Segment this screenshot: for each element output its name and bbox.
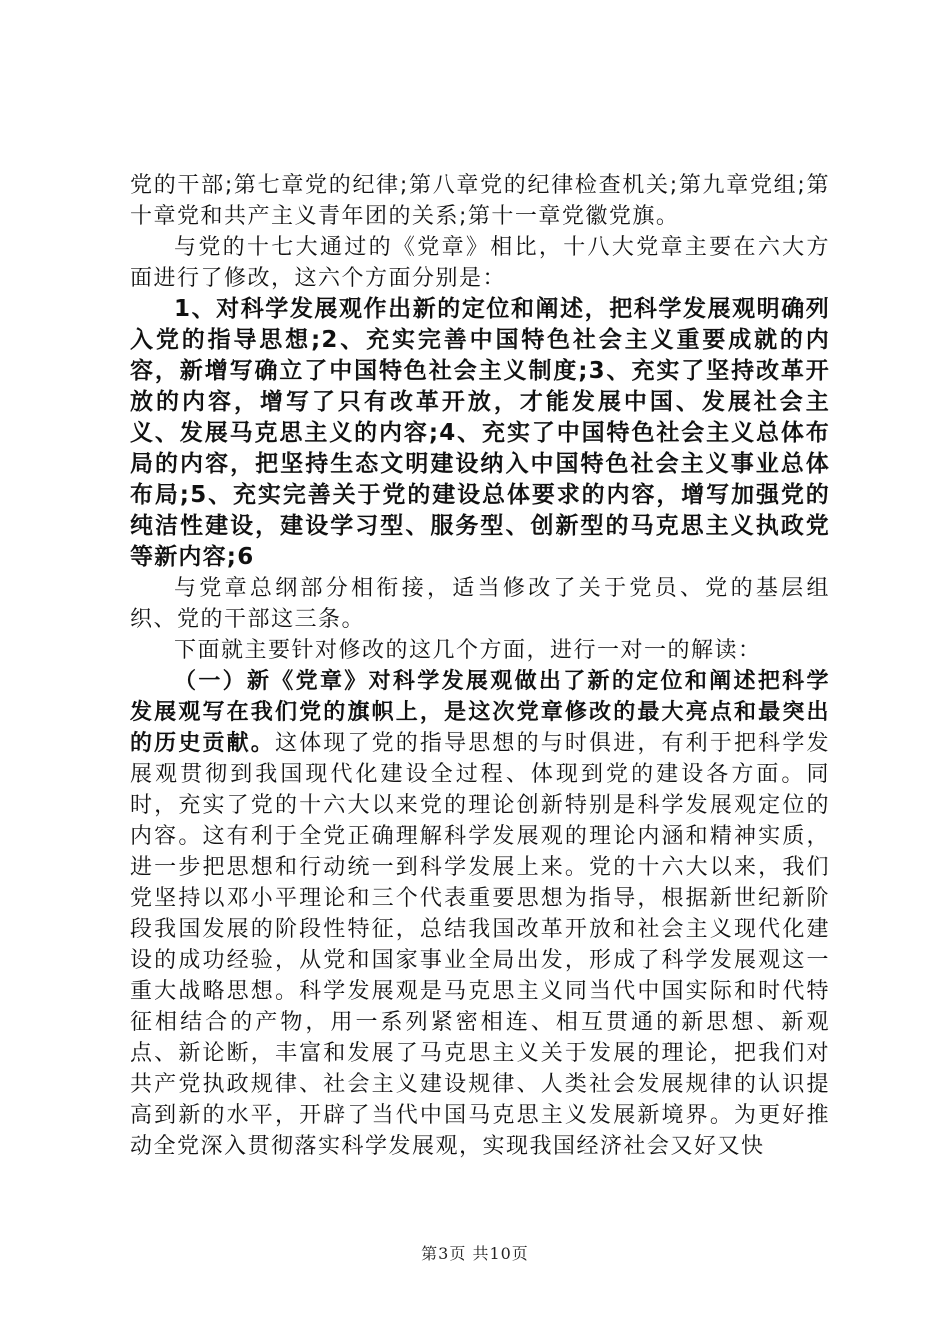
paragraph-section-one xyxy=(130,666,830,1162)
paragraph-revision-intro: 与党的十七大通过的《党章》相比，十八大党章主要在六大方面进行了修改，这六个方面分别是： xyxy=(130,235,830,291)
paragraph-six-revisions: 1、对科学发展观作出新的定位和阐述，把科学发展观明确列入党的指导思想;2、充实完善中国特色社会主义重要成就的内容，新增写确立了中国特色社会主义制度;3、充实了坚持改革开放的内容，增写了只有改革开放，才能发展中国、发展社会主义、发展马克思主义的内容;4、充实了中国特色社会主义总体布局的内容，把坚持生态文明建设纳入中国特色社会主义事业总体布局;5、充实完善关于党的建设总体要求的内容，增写加强党的纯洁性建设，建设学习型、服务型、创新型的马克思主义执政党等新内容;6 xyxy=(130,296,830,570)
paragraph-general-outline: 与党章总纲部分相衔接，适当修改了关于党员、党的基层组织、党的干部这三条。 xyxy=(130,576,830,632)
paragraph-chapter-list: 党的干部;第七章党的纪律;第八章党的纪律检查机关;第九章党组;第十章党和共产主义青年团的关系;第十一章党徽党旗。 xyxy=(130,173,830,229)
section-one-body: 这体现了党的指导思想的与时俱进，有利于把科学发展观贯彻到我国现代化建设全过程、体现到党的建设各方面。同时，充实了党的十六大以来党的理论创新特别是科学发展观定位的内容。这有利于全党正确理解科学发展观的理论内涵和精神实质，进一步把思想和行动统一到科学发展上来。党的十六大以来，我们党坚持以邓小平理论和三个代表重要思想为指导，根据新世纪新阶段我国发展的阶段性特征，总结我国改革开放和社会主义现代化建设的成功经验，从党和国家事业全局出发，形成了科学发展观这一重大战略思想。科学发展观是马克思主义同当代中国实际和时代特征相结合的产物，用一系列紧密相连、相互贯通的新思想、新观点、新论断，丰富和发展了马克思主义关于发展的理论，把我们对共产党执政规律、社会主义建设规律、人类社会发展规律的认识提高到新的水平，开辟了当代中国马克思主义发展新境界。为更好推动全党深入贯彻落实科学发展观，实现我国经济社会又好又快 xyxy=(130,731,830,1159)
section-one-heading: （一）新《党章》对科学发展观做出了新的定位和阐述把科学发展观写在我们党的旗帜上，是这次党章修改的最大亮点和最突出的历史贡献。 xyxy=(130,669,830,756)
page-number-footer: 第3页 共10页 xyxy=(421,1244,529,1263)
paragraph-interpretation-intro: 下面就主要针对修改的这几个方面，进行一对一的解读： xyxy=(174,638,762,663)
document-body xyxy=(130,170,830,1162)
